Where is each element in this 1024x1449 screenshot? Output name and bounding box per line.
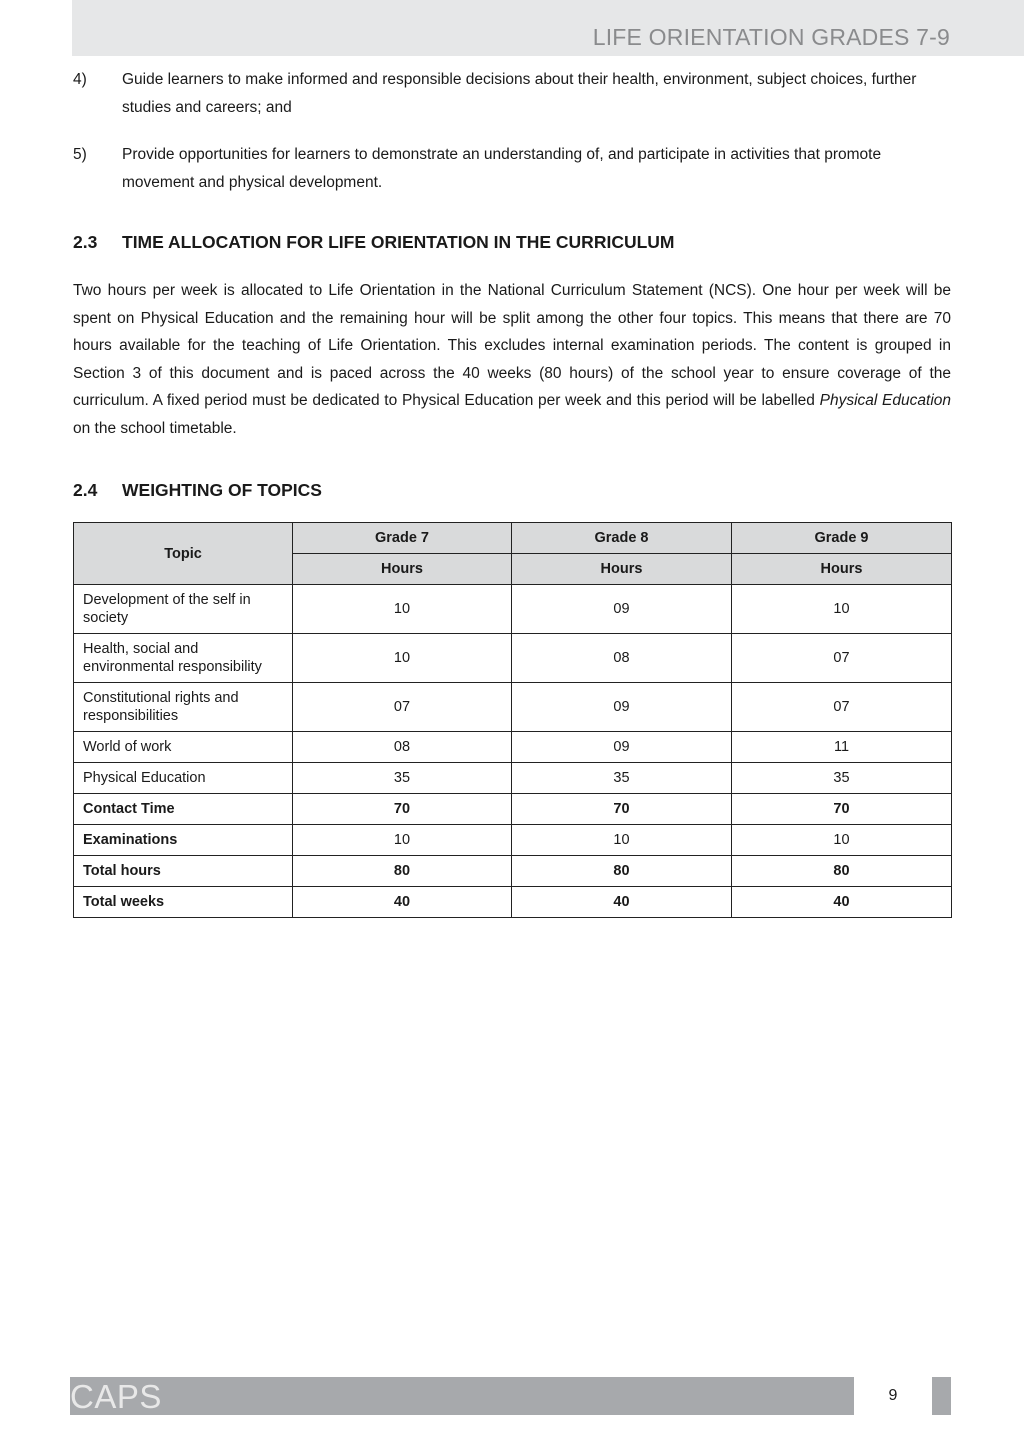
table-cell-value: 10	[293, 825, 512, 856]
table-cell-value: 11	[732, 732, 952, 763]
paragraph-text: Two hours per week is allocated to Life Orientation in the National Curriculum Statement (NCS). One hour per week will be spent on Physical Education and the remaining hour will be split among the other four topics. This means that there are 70 hours available for the teaching of Life Orientation. This excludes internal examination periods. The content is grouped in Section 3 of this document and is paced across the 40 weeks (80 hours) of the school year to ensure coverage of the curriculum. A fixed period must be dedicated to Physical Education per week and this period will be labelled	[73, 282, 951, 410]
table-row-total-weeks	[74, 887, 952, 918]
table-cell-value: 70	[293, 794, 512, 825]
table-header-hours: Hours	[732, 554, 952, 585]
paragraph-italic-text: Physical Education	[819, 392, 951, 410]
section-title: WEIGHTING OF TOPICS	[122, 480, 322, 500]
table-cell-value: 09	[512, 732, 732, 763]
table-cell-value: 10	[293, 634, 512, 683]
table-row-contact-time	[74, 794, 952, 825]
list-item-text: Guide learners to make informed and responsible decisions about their health, environment, subject choices, further studies and careers; and	[122, 71, 917, 116]
section-number: 2.3	[73, 232, 98, 252]
table-header-grade: Grade 7	[293, 523, 512, 554]
table-cell-value: 08	[293, 732, 512, 763]
table-header-grade: Grade 9	[732, 523, 952, 554]
table-cell-topic: Development of the self in society	[74, 585, 293, 634]
table-row	[74, 763, 952, 794]
table-cell-topic: Examinations	[74, 825, 293, 856]
table-cell-value: 08	[512, 634, 732, 683]
table-cell-topic: Contact Time	[74, 794, 293, 825]
table-cell-value: 10	[732, 825, 952, 856]
table-cell-value: 35	[512, 763, 732, 794]
table-cell-value: 40	[293, 887, 512, 918]
time-allocation-paragraph	[73, 277, 951, 443]
table-header-hours: Hours	[293, 554, 512, 585]
table-row	[74, 683, 952, 732]
list-item-text: Provide opportunities for learners to demonstrate an understanding of, and participate in activities that promote movement and physical development.	[122, 146, 882, 191]
table-cell-value: 70	[512, 794, 732, 825]
list-item-number: 5)	[73, 146, 87, 163]
table-row	[74, 585, 952, 634]
table-cell-value: 35	[732, 763, 952, 794]
table-cell-value: 80	[512, 856, 732, 887]
table-cell-value: 07	[732, 634, 952, 683]
table-header-grade: Grade 8	[512, 523, 732, 554]
table-cell-value: 40	[512, 887, 732, 918]
list-item-number: 4)	[73, 71, 87, 88]
table-cell-value: 10	[293, 585, 512, 634]
table-row-total-hours	[74, 856, 952, 887]
table-row-examinations	[74, 825, 952, 856]
table-cell-topic: Total hours	[74, 856, 293, 887]
section-heading-time-allocation	[73, 232, 675, 253]
footer-caps-label: CAPS	[70, 1378, 162, 1415]
table-header-hours: Hours	[512, 554, 732, 585]
list-item	[73, 141, 951, 197]
table-cell-topic: Physical Education	[74, 763, 293, 794]
section-title: TIME ALLOCATION FOR LIFE ORIENTATION IN THE CURRICULUM	[122, 232, 675, 252]
table-cell-value: 35	[293, 763, 512, 794]
footer-band	[70, 1377, 951, 1415]
table-cell-value: 09	[512, 683, 732, 732]
table-header-topic: Topic	[74, 523, 293, 585]
table-cell-topic: Constitutional rights and responsibilities	[74, 683, 293, 732]
table-cell-value: 40	[732, 887, 952, 918]
table-cell-topic: Total weeks	[74, 887, 293, 918]
section-heading-weighting	[73, 480, 322, 501]
weighting-table	[73, 522, 952, 918]
table-cell-value: 09	[512, 585, 732, 634]
table-cell-value: 10	[732, 585, 952, 634]
table-cell-value: 80	[732, 856, 952, 887]
table-row	[74, 732, 952, 763]
table-cell-value: 07	[732, 683, 952, 732]
table-cell-value: 10	[512, 825, 732, 856]
table-row	[74, 634, 952, 683]
page-number: 9	[854, 1377, 932, 1415]
table-cell-topic: Health, social and environmental responsibility	[74, 634, 293, 683]
running-header-title: LIFE ORIENTATION GRADES 7-9	[592, 24, 950, 50]
table-cell-value: 70	[732, 794, 952, 825]
table-cell-value: 80	[293, 856, 512, 887]
paragraph-text-end: on the school timetable.	[73, 419, 237, 437]
section-number: 2.4	[73, 480, 98, 500]
table-cell-topic: World of work	[74, 732, 293, 763]
table-cell-value: 07	[293, 683, 512, 732]
list-item	[73, 66, 951, 122]
